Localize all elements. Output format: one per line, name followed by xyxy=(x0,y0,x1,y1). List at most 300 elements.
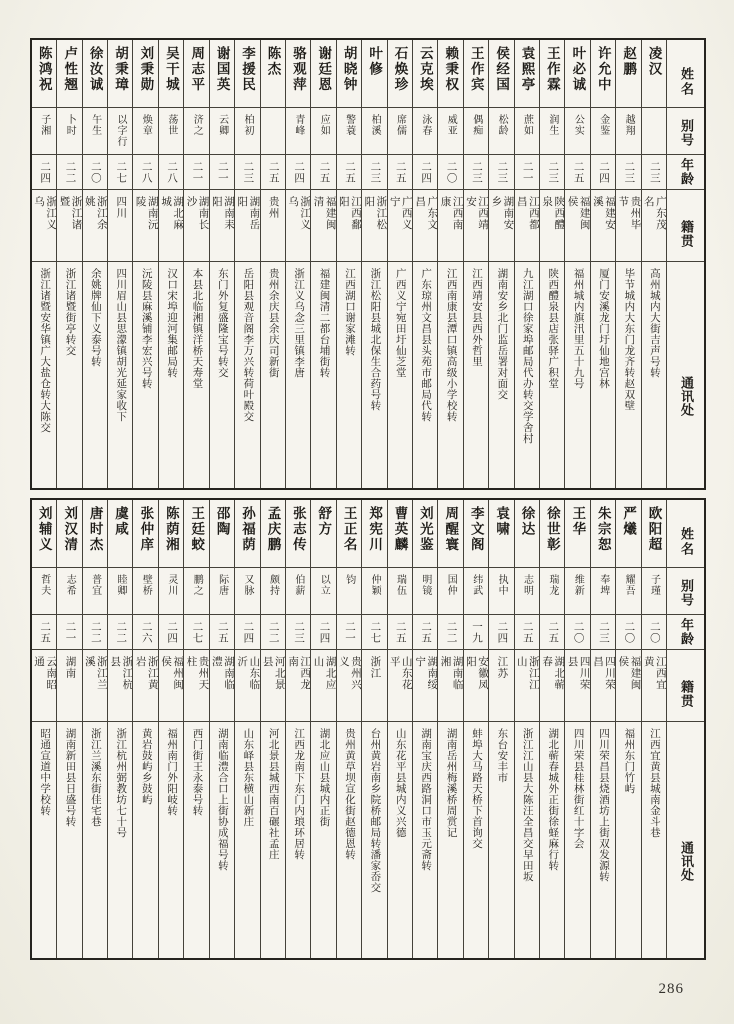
person-age-text: 二一 xyxy=(64,621,76,644)
person-address xyxy=(540,722,564,958)
person-alias-text: 耀吾 xyxy=(623,574,635,596)
person-age xyxy=(591,615,615,650)
person-age xyxy=(184,615,208,650)
person-name-text: 许允中 xyxy=(595,46,611,93)
person-age xyxy=(108,615,132,650)
person-age xyxy=(388,155,412,190)
person-address-text: 厦门安溪龙门圩仙地宫林 xyxy=(598,268,610,389)
person-alias xyxy=(83,568,107,615)
person-column xyxy=(285,40,310,488)
person-address xyxy=(565,722,589,958)
person-alias-text: 纬武 xyxy=(470,574,482,596)
person-column xyxy=(641,40,666,488)
person-address-text: 西门街王永泰号转 xyxy=(191,728,203,816)
person-age-text: 二三 xyxy=(623,161,635,184)
person-column xyxy=(32,500,56,958)
person-name-text: 陈杰 xyxy=(265,46,281,77)
person-alias-text: 瑞伍 xyxy=(394,574,406,596)
person-alias-text: 普宜 xyxy=(89,574,101,596)
person-address xyxy=(210,262,234,488)
person-name xyxy=(57,500,81,568)
person-age xyxy=(108,155,132,190)
person-age-text: 二一 xyxy=(521,161,533,184)
person-name xyxy=(210,40,234,108)
header-label-origin xyxy=(667,190,704,262)
person-name-text: 凌汉 xyxy=(646,46,662,77)
person-age-text: 二三 xyxy=(598,621,610,644)
person-name xyxy=(591,40,615,108)
person-address xyxy=(464,722,488,958)
person-origin-text: 福州闽侯 xyxy=(160,656,184,691)
person-name xyxy=(286,500,310,568)
person-origin-text: 湖南安乡 xyxy=(490,196,514,231)
person-age xyxy=(159,615,183,650)
person-address xyxy=(438,722,462,958)
header-label-alias xyxy=(667,568,704,615)
person-address-text: 贵州余庆县余庆司新街 xyxy=(267,268,279,378)
person-age-text: 二三 xyxy=(547,161,559,184)
person-origin-text: 四川 xyxy=(115,196,127,219)
person-origin xyxy=(311,190,335,262)
person-alias-text: 偶痴 xyxy=(470,114,482,136)
person-address-text: 湖北蕲春城外正街徐蛏麻行转 xyxy=(547,728,559,871)
person-age xyxy=(565,615,589,650)
person-age xyxy=(464,615,488,650)
header-label-name-text: 姓名 xyxy=(678,66,694,97)
person-origin-text: 江西靖安 xyxy=(464,196,489,231)
person-name xyxy=(108,40,132,108)
person-origin xyxy=(83,650,107,722)
person-age-text: 二五 xyxy=(521,621,533,644)
person-name-text: 徐汝诚 xyxy=(87,46,103,93)
person-alias-text: 际唐 xyxy=(216,574,228,596)
person-origin xyxy=(438,190,462,262)
person-name-text: 袁啸 xyxy=(494,506,510,537)
person-origin-text: 云南昭通 xyxy=(33,656,57,691)
person-address xyxy=(159,262,183,488)
person-age xyxy=(210,615,234,650)
person-origin xyxy=(591,190,615,262)
person-column xyxy=(361,500,386,958)
person-name-text: 舒方 xyxy=(316,506,332,537)
person-name xyxy=(311,500,335,568)
person-age-text: 二一 xyxy=(343,621,355,644)
person-name xyxy=(235,500,259,568)
person-name-text: 胡秉璋 xyxy=(113,46,129,93)
person-column xyxy=(361,40,386,488)
person-alias-text: 席儒 xyxy=(394,114,406,136)
person-origin xyxy=(210,190,234,262)
person-column xyxy=(82,500,107,958)
person-origin-text: 湖北蕲春 xyxy=(541,656,565,691)
person-age xyxy=(540,615,564,650)
person-name-text: 徐达 xyxy=(519,506,535,537)
person-address xyxy=(413,722,437,958)
person-age xyxy=(261,155,285,190)
person-age-text: 二四 xyxy=(318,621,330,644)
person-origin xyxy=(616,190,640,262)
header-label-age-text: 年龄 xyxy=(678,618,694,646)
person-column xyxy=(514,40,539,488)
person-age xyxy=(515,615,539,650)
person-alias-text: 应如 xyxy=(318,114,330,136)
person-origin xyxy=(57,190,81,262)
person-address-text: 江西龙南下东门内琅环居转 xyxy=(293,728,305,860)
person-name-text: 郑宪川 xyxy=(367,506,383,553)
person-alias-text: 泳春 xyxy=(419,114,431,136)
person-name xyxy=(337,500,361,568)
person-address xyxy=(311,262,335,488)
person-name xyxy=(57,40,81,108)
person-column xyxy=(310,500,335,958)
person-origin-text: 江西都昌 xyxy=(515,196,539,231)
person-address xyxy=(184,722,208,958)
person-name-text: 叶修 xyxy=(367,46,383,77)
person-alias xyxy=(235,108,259,155)
person-address-text: 浙江江山县大陈汪全昌交早田坂 xyxy=(521,728,533,882)
person-address-text: 沅陵县麻溪铺李宏兴号转 xyxy=(140,268,152,389)
directory-table-top xyxy=(30,38,706,490)
person-alias xyxy=(591,108,615,155)
person-age-text: 二四 xyxy=(420,161,432,184)
person-alias xyxy=(337,108,361,155)
person-alias-text: 志明 xyxy=(521,574,533,596)
person-address-text: 浙江松阳县城北保生合药号转 xyxy=(369,268,381,411)
header-label-address-text: 通讯处 xyxy=(678,375,694,417)
person-column xyxy=(260,500,285,958)
person-origin xyxy=(464,650,488,722)
person-age-text: 二四 xyxy=(39,161,51,184)
person-column xyxy=(82,40,107,488)
person-address-text: 江西宜黄县城南金斗巷 xyxy=(648,728,660,838)
person-origin xyxy=(159,190,183,262)
person-origin-text: 湖南临湘 xyxy=(439,656,463,691)
person-name xyxy=(642,40,666,108)
person-alias xyxy=(337,568,361,615)
person-name xyxy=(413,40,437,108)
person-column xyxy=(107,40,132,488)
person-alias xyxy=(261,568,285,615)
person-origin xyxy=(642,190,666,262)
person-alias xyxy=(133,568,157,615)
person-age-text: 二五 xyxy=(39,621,51,644)
person-address-text: 福州城内旗汛里五十九号 xyxy=(572,268,584,389)
field-header-column xyxy=(666,40,704,488)
person-name xyxy=(489,40,513,108)
person-alias-text: 午生 xyxy=(89,114,101,136)
person-alias-text: 焕章 xyxy=(140,114,152,136)
person-name-text: 赖秉权 xyxy=(443,46,459,93)
person-name-text: 王华 xyxy=(570,506,586,537)
person-alias xyxy=(184,108,208,155)
person-age xyxy=(210,155,234,190)
person-address xyxy=(362,722,386,958)
person-address xyxy=(616,722,640,958)
person-address xyxy=(515,722,539,958)
person-age-text: 二五 xyxy=(547,621,559,644)
person-address xyxy=(108,262,132,488)
person-age-text: 二〇 xyxy=(572,621,584,644)
person-address-text: 毕节城内大东门龙齐转赵双壁 xyxy=(623,268,635,411)
person-origin-text: 浙江杭县 xyxy=(109,656,133,691)
person-name-text: 叶必诚 xyxy=(570,46,586,93)
person-origin-text: 贵州天柱 xyxy=(185,656,209,691)
person-name xyxy=(261,40,285,108)
person-origin xyxy=(337,650,361,722)
person-age-text: 二四 xyxy=(598,161,610,184)
person-name xyxy=(286,40,310,108)
person-name-text: 吴干城 xyxy=(163,46,179,93)
header-label-age xyxy=(667,155,704,190)
person-name xyxy=(184,500,208,568)
person-origin xyxy=(388,650,412,722)
person-alias xyxy=(540,568,564,615)
person-origin xyxy=(413,190,437,262)
person-address-text: 九江湖口徐家埠邮局代办转交学舍村 xyxy=(521,268,533,444)
person-alias-text: 哲夫 xyxy=(38,574,50,596)
person-origin xyxy=(438,650,462,722)
person-age-text: 二二 xyxy=(64,161,76,184)
person-age-text: 二五 xyxy=(420,621,432,644)
person-name xyxy=(565,40,589,108)
person-address-text: 浙江兰溪东街佳宅巷 xyxy=(89,728,101,827)
person-name-text: 刘秉勋 xyxy=(138,46,154,93)
person-age xyxy=(362,155,386,190)
person-origin xyxy=(540,650,564,722)
person-column xyxy=(615,500,640,958)
person-column xyxy=(412,40,437,488)
person-alias xyxy=(515,568,539,615)
person-alias-text: 云卿 xyxy=(216,114,228,136)
person-age-text: 二四 xyxy=(496,621,508,644)
person-address xyxy=(57,722,81,958)
person-address xyxy=(388,262,412,488)
person-origin-text: 湖南长沙 xyxy=(185,196,209,231)
person-origin-text: 湖北麻城 xyxy=(160,196,184,231)
person-address-text: 四川眉山县思濛镇胡光延家收下 xyxy=(115,268,127,422)
person-origin xyxy=(565,650,589,722)
person-name xyxy=(32,40,56,108)
person-address-text: 浙江杭州弼教坊七十号 xyxy=(115,728,127,838)
person-name xyxy=(464,40,488,108)
person-name-text: 朱宗恕 xyxy=(595,506,611,553)
person-address xyxy=(286,262,310,488)
person-name-text: 邵陶 xyxy=(214,506,230,537)
person-origin xyxy=(388,190,412,262)
person-age xyxy=(57,615,81,650)
person-age xyxy=(311,615,335,650)
person-alias xyxy=(235,568,259,615)
person-address-text: 陕西醴泉县店张驿广积堂 xyxy=(547,268,559,389)
person-name xyxy=(32,500,56,568)
person-alias-text: 卜时 xyxy=(64,114,76,136)
person-origin-text: 江西龙南 xyxy=(287,656,311,691)
person-alias xyxy=(210,108,234,155)
person-origin xyxy=(642,650,666,722)
person-name-text: 李援民 xyxy=(240,46,256,93)
person-alias-text: 以立 xyxy=(318,574,330,596)
person-origin xyxy=(286,190,310,262)
person-alias-text: 壁桥 xyxy=(140,574,152,596)
person-origin xyxy=(32,650,56,722)
person-address xyxy=(133,262,157,488)
person-alias xyxy=(642,568,666,615)
person-name-text: 谢廷恩 xyxy=(316,46,332,93)
person-alias-text: 子湘 xyxy=(38,114,50,136)
person-origin xyxy=(464,190,488,262)
person-name xyxy=(235,40,259,108)
person-column xyxy=(387,40,412,488)
person-age xyxy=(83,615,107,650)
person-age xyxy=(464,155,488,190)
person-age xyxy=(57,155,81,190)
header-label-alias xyxy=(667,108,704,155)
person-address xyxy=(388,722,412,958)
person-address xyxy=(83,262,107,488)
person-alias-text: 颇持 xyxy=(267,574,279,596)
person-address xyxy=(591,262,615,488)
person-address-text: 湖南宝庆西路洞口市玉元斋转 xyxy=(420,728,432,871)
person-column xyxy=(158,500,183,958)
person-alias xyxy=(362,108,386,155)
person-origin-text: 河北景县 xyxy=(261,656,285,691)
person-name-text: 云克埃 xyxy=(417,46,433,93)
person-address-text: 山东峄县东横山新庄 xyxy=(242,728,254,827)
person-column xyxy=(488,40,513,488)
person-age-text: 二二 xyxy=(445,621,457,644)
person-alias xyxy=(286,108,310,155)
person-name xyxy=(210,500,234,568)
person-origin xyxy=(515,650,539,722)
person-alias xyxy=(311,568,335,615)
header-label-name xyxy=(667,500,704,568)
person-column xyxy=(56,500,81,958)
directory-table-bottom xyxy=(30,498,706,960)
person-age xyxy=(616,615,640,650)
person-origin xyxy=(540,190,564,262)
person-origin-text: 浙江 xyxy=(369,656,381,679)
person-address xyxy=(83,722,107,958)
person-age xyxy=(32,615,56,650)
person-age xyxy=(133,155,157,190)
person-name-text: 周志平 xyxy=(189,46,205,93)
person-alias xyxy=(57,108,81,155)
person-address-text: 高州城内大街吉声号转 xyxy=(648,268,660,378)
person-origin xyxy=(184,190,208,262)
person-alias xyxy=(591,568,615,615)
person-address-text: 福州东门竹屿 xyxy=(623,728,635,794)
person-origin-text: 湖南耒阳 xyxy=(210,196,234,231)
person-name xyxy=(464,500,488,568)
person-name xyxy=(616,40,640,108)
person-age-text: 二三 xyxy=(242,161,254,184)
person-address-text: 湖南岳州梅溪桥周赏记 xyxy=(445,728,457,838)
person-alias xyxy=(388,108,412,155)
person-age xyxy=(438,155,462,190)
person-name xyxy=(133,40,157,108)
person-alias xyxy=(489,568,513,615)
person-age-text: 二〇 xyxy=(89,161,101,184)
person-age-text: 二七 xyxy=(191,621,203,644)
person-address xyxy=(210,722,234,958)
person-origin-text: 浙江义乌 xyxy=(33,196,57,231)
person-alias-text: 维新 xyxy=(572,574,584,596)
person-alias-text: 警蓑 xyxy=(343,114,355,136)
person-alias-text: 睦卿 xyxy=(115,574,127,596)
person-address-text: 浙江诸暨安华镇广大盐仓转大陈交 xyxy=(39,268,51,433)
person-address-text: 台州黄岩南乡院桥邮局转潘家岙交 xyxy=(369,728,381,893)
person-address-text: 四川荣昌县烧酒坊上街双发源转 xyxy=(598,728,610,882)
person-origin xyxy=(616,650,640,722)
person-alias xyxy=(108,108,132,155)
person-name xyxy=(388,500,412,568)
person-address-text: 湖南安乡北门监岳署对面交 xyxy=(496,268,508,400)
person-name xyxy=(642,500,666,568)
person-name xyxy=(83,500,107,568)
person-age-text: 二二 xyxy=(115,621,127,644)
person-name-text: 唐时杰 xyxy=(87,506,103,553)
person-age xyxy=(540,155,564,190)
person-alias xyxy=(413,568,437,615)
person-origin xyxy=(32,190,56,262)
person-address xyxy=(108,722,132,958)
person-name-text: 卢性翘 xyxy=(62,46,78,93)
person-origin xyxy=(235,190,259,262)
person-name xyxy=(108,500,132,568)
person-column xyxy=(234,500,259,958)
person-address-text: 湖南新田县日盛号转 xyxy=(64,728,76,827)
person-origin-text: 广东茂名 xyxy=(642,196,666,231)
person-age-text: 二五 xyxy=(318,161,330,184)
person-name-text: 王作宾 xyxy=(468,46,484,93)
person-address xyxy=(32,262,56,488)
person-address xyxy=(438,262,462,488)
person-age xyxy=(83,155,107,190)
person-origin xyxy=(413,650,437,722)
person-origin-text: 贵州兴义 xyxy=(337,656,361,691)
person-alias xyxy=(57,568,81,615)
header-label-name-text: 姓名 xyxy=(678,526,694,557)
person-age xyxy=(489,155,513,190)
person-alias-text: 济之 xyxy=(191,114,203,136)
person-alias-text: 执中 xyxy=(496,574,508,596)
person-age-text: 一九 xyxy=(470,621,482,644)
person-address xyxy=(184,262,208,488)
person-address-text: 河北景县城西南百碾社孟庄 xyxy=(267,728,279,860)
person-age-text: 二〇 xyxy=(648,621,660,644)
person-name-text: 虞咸 xyxy=(113,506,129,537)
person-alias xyxy=(261,108,285,155)
person-age-text: 二三 xyxy=(293,621,305,644)
person-origin xyxy=(133,190,157,262)
person-alias xyxy=(388,568,412,615)
person-address xyxy=(337,722,361,958)
person-alias-text: 越翔 xyxy=(623,114,635,136)
person-address xyxy=(642,722,666,958)
person-age xyxy=(388,615,412,650)
person-address xyxy=(159,722,183,958)
person-alias xyxy=(32,568,56,615)
person-alias-text: 公实 xyxy=(572,114,584,136)
person-address-text: 福建闽清二都台埔街转 xyxy=(318,268,330,378)
person-column xyxy=(412,500,437,958)
person-age xyxy=(261,615,285,650)
person-address xyxy=(261,722,285,958)
person-alias xyxy=(540,108,564,155)
person-column xyxy=(336,500,361,958)
person-address xyxy=(235,262,259,488)
person-origin xyxy=(489,190,513,262)
